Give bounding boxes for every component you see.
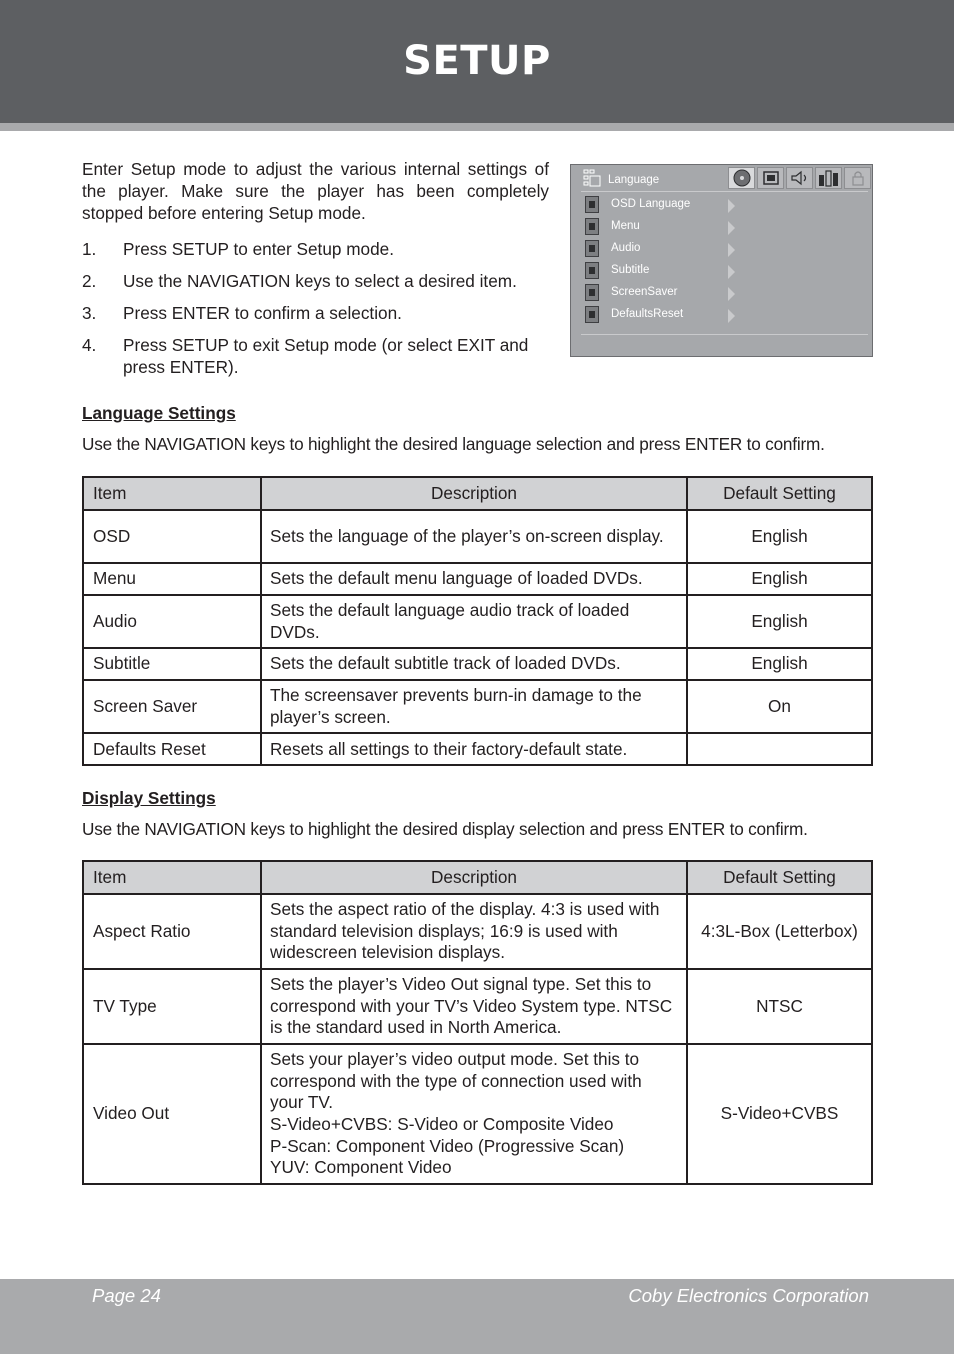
cell-default: On	[687, 680, 872, 733]
description-line: YUV: Component Video	[270, 1157, 452, 1178]
arrow-right-icon	[728, 265, 735, 279]
language-settings-table	[82, 476, 873, 766]
osd-item-screensaver[interactable]	[585, 282, 865, 304]
lock-icon[interactable]	[844, 167, 871, 189]
cell-default: S-Video+CVBS	[687, 1044, 872, 1184]
cell-item: Video Out	[83, 1044, 261, 1184]
osd-item-defaults-reset[interactable]	[585, 304, 865, 326]
arrow-right-icon	[728, 287, 735, 301]
table-row	[83, 733, 872, 765]
column-header-default: Default Setting	[687, 477, 872, 510]
cell-description: Sets the default menu language of loaded DVDs.	[261, 563, 687, 595]
cell-item: Subtitle	[83, 648, 261, 680]
language-icon	[583, 168, 601, 188]
cell-description: Sets the default subtitle track of loaded DVDs.	[261, 648, 687, 680]
table-row	[83, 969, 872, 1044]
arrow-right-icon	[728, 243, 735, 257]
column-header-item: Item	[83, 477, 261, 510]
speaker-icon[interactable]	[786, 167, 813, 189]
header-stripe	[0, 123, 954, 131]
osd-item-label: OSD Language	[611, 198, 691, 210]
column-header-description: Description	[261, 477, 687, 510]
cell-default: English	[687, 563, 872, 595]
cell-description: Sets the language of the player’s on-screen display.	[261, 510, 687, 563]
osd-item-subtitle[interactable]	[585, 260, 865, 282]
osd-tabs	[728, 167, 871, 189]
cell-item: Screen Saver	[83, 680, 261, 733]
display-settings-title: Display Settings	[82, 788, 216, 808]
step-number: 4.	[82, 335, 97, 355]
cell-default: English	[687, 648, 872, 680]
table-header-row	[83, 861, 872, 894]
osd-item-menu[interactable]	[585, 216, 865, 238]
item-icon	[585, 196, 599, 213]
cell-description: Sets the default language audio track of loaded DVDs.	[261, 595, 687, 648]
step-text: Use the NAVIGATION keys to select a desired item.	[123, 271, 517, 291]
equalizer-icon[interactable]	[815, 167, 842, 189]
osd-divider	[581, 334, 868, 335]
arrow-right-icon	[728, 199, 735, 213]
step-item	[82, 238, 552, 260]
osd-menu-screenshot	[570, 164, 873, 357]
cell-item: Aspect Ratio	[83, 894, 261, 969]
description-line: P-Scan: Component Video (Progressive Scan)	[270, 1135, 625, 1156]
step-item	[82, 334, 552, 378]
description-line: S-Video+CVBS: S-Video or Composite Video	[270, 1114, 614, 1134]
osd-menu-title: Language	[608, 174, 660, 186]
cell-default	[687, 733, 872, 765]
step-text: Press SETUP to enter Setup mode.	[123, 239, 394, 259]
cell-description: The screensaver prevents burn-in damage to the player’s screen.	[261, 680, 687, 733]
display-settings-description: Use the NAVIGATION keys to highlight the desired display selection and press ENTER to confirm.	[82, 819, 808, 839]
cell-description: Sets the aspect ratio of the display. 4:3 is used with standard television displays; 16:9 is used with widescreen television displays.	[261, 894, 687, 969]
cell-item: Audio	[83, 595, 261, 648]
osd-item-label: Menu	[611, 220, 640, 232]
table-row	[83, 595, 872, 648]
item-icon	[585, 262, 599, 279]
osd-item-list	[585, 194, 865, 326]
osd-divider	[581, 191, 868, 192]
setup-steps	[82, 238, 552, 388]
step-number: 1.	[82, 239, 97, 259]
column-header-default: Default Setting	[687, 861, 872, 894]
cell-item: Defaults Reset	[83, 733, 261, 765]
osd-top-bar	[571, 165, 872, 192]
cell-description: Sets the player’s Video Out signal type. Set this to correspond with your TV’s Video System type. NTSC is the standard used in North America.	[261, 969, 687, 1044]
column-header-description: Description	[261, 861, 687, 894]
step-number: 2.	[82, 271, 97, 291]
display-settings-table	[82, 860, 873, 1185]
cell-item: TV Type	[83, 969, 261, 1044]
item-icon	[585, 218, 599, 235]
page-title: SETUP	[403, 38, 551, 84]
step-text: Press SETUP to exit Setup mode (or select EXIT and press ENTER).	[123, 335, 529, 377]
item-icon	[585, 284, 599, 301]
table-row	[83, 510, 872, 563]
cell-default: English	[687, 510, 872, 563]
item-icon	[585, 240, 599, 257]
step-item	[82, 302, 552, 324]
table-row	[83, 563, 872, 595]
company-name: Coby Electronics Corporation	[628, 1285, 869, 1306]
arrow-right-icon	[728, 309, 735, 323]
osd-item-label: Audio	[611, 242, 641, 254]
disc-icon[interactable]	[728, 167, 755, 189]
osd-item-label: DefaultsReset	[611, 308, 684, 320]
item-icon	[585, 306, 599, 323]
cell-description	[261, 1044, 687, 1184]
table-row	[83, 648, 872, 680]
language-settings-description: Use the NAVIGATION keys to highlight the desired language selection and press ENTER to confirm.	[82, 434, 825, 454]
language-settings-title: Language Settings	[82, 403, 236, 423]
cell-default: 4:3L-Box (Letterbox)	[687, 894, 872, 969]
osd-item-osd-language[interactable]	[585, 194, 865, 216]
osd-item-audio[interactable]	[585, 238, 865, 260]
cell-item: Menu	[83, 563, 261, 595]
table-header-row	[83, 477, 872, 510]
column-header-item: Item	[83, 861, 261, 894]
page-number: Page 24	[92, 1285, 161, 1306]
cell-default: English	[687, 595, 872, 648]
cell-default: NTSC	[687, 969, 872, 1044]
screen-icon[interactable]	[757, 167, 784, 189]
osd-item-label: Subtitle	[611, 264, 650, 276]
step-item	[82, 270, 552, 292]
arrow-right-icon	[728, 221, 735, 235]
intro-paragraph: Enter Setup mode to adjust the various internal settings of the player. Make sure the player has been completely stopped before entering Setup mode.	[82, 159, 549, 223]
osd-item-label: ScreenSaver	[611, 286, 678, 298]
table-row	[83, 1044, 872, 1184]
table-row	[83, 680, 872, 733]
description-line: Sets your player’s video output mode. Set this to correspond with the type of connection used with your TV.	[270, 1049, 642, 1113]
step-text: Press ENTER to confirm a selection.	[123, 303, 402, 323]
table-row	[83, 894, 872, 969]
cell-description: Resets all settings to their factory-default state.	[261, 733, 687, 765]
step-number: 3.	[82, 303, 97, 323]
cell-item: OSD	[83, 510, 261, 563]
